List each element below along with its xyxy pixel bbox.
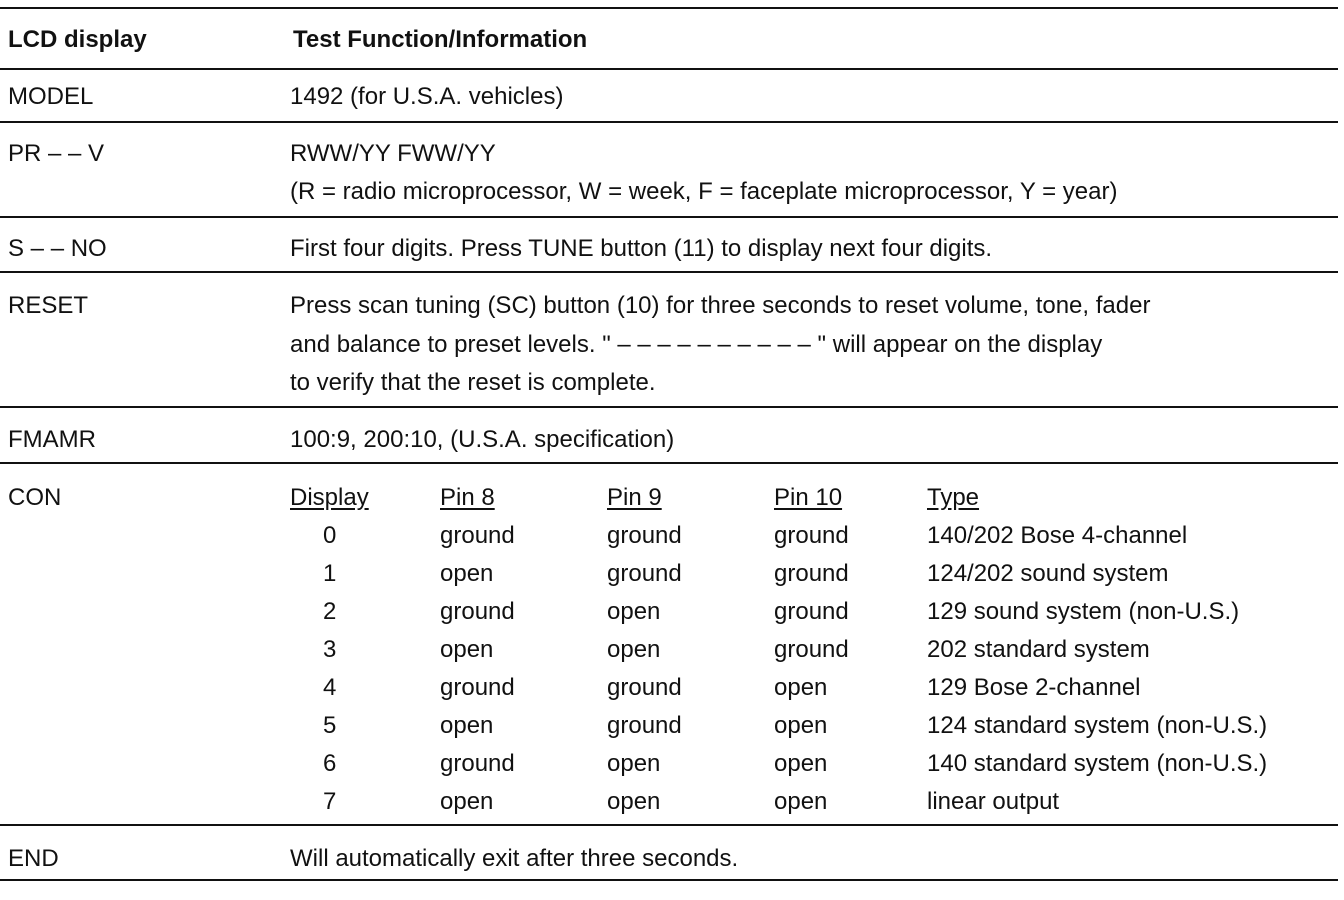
table-top-rule: [0, 7, 1338, 9]
con-display-value: 0: [323, 522, 337, 549]
con-header-pin-8: Pin 8: [440, 484, 495, 511]
con-type-value: 129 sound system (non-U.S.): [927, 598, 1240, 625]
header-lcd-display: LCD display: [8, 26, 147, 53]
con-pin-8-value: open: [440, 788, 494, 815]
reset-info-line-2: and balance to preset levels. " – – – – – – – – – – " will appear on the display: [290, 331, 1103, 358]
con-pin-8-value: ground: [440, 522, 515, 549]
con-display-value: 4: [323, 674, 337, 701]
row-divider: [0, 121, 1338, 123]
con-header-pin-9: Pin 9: [607, 484, 662, 511]
lcd-code-fmamr: FMAMR: [8, 426, 96, 453]
con-pin-8-value: open: [440, 712, 494, 739]
con-pin-8-value: ground: [440, 674, 515, 701]
model-info: 1492 (for U.S.A. vehicles): [290, 83, 564, 110]
lcd-code-end: END: [8, 845, 59, 872]
con-pin-9-value: open: [607, 598, 661, 625]
lcd-code-model: MODEL: [8, 83, 94, 110]
reset-info-line-1: Press scan tuning (SC) button (10) for three seconds to reset volume, tone, fader: [290, 292, 1151, 319]
con-header-display: Display: [290, 484, 369, 511]
row-divider: [0, 462, 1338, 464]
con-pin-8-value: open: [440, 560, 494, 587]
con-pin-10-value: open: [774, 788, 828, 815]
end-info: Will automatically exit after three seconds.: [290, 845, 739, 872]
lcd-code-con: CON: [8, 484, 62, 511]
con-pin-8-value: ground: [440, 598, 515, 625]
lcd-code-s-no: S – – NO: [8, 235, 107, 262]
lcd-code-pr-v: PR – – V: [8, 140, 105, 167]
con-pin-10-value: ground: [774, 598, 849, 625]
con-pin-10-value: open: [774, 712, 828, 739]
con-type-value: 140 standard system (non-U.S.): [927, 750, 1268, 777]
con-type-value: 124 standard system (non-U.S.): [927, 712, 1268, 739]
s-no-info: First four digits. Press TUNE button (11) to display next four digits.: [290, 235, 993, 262]
header-bottom-rule: [0, 68, 1338, 70]
con-pin-9-value: ground: [607, 712, 682, 739]
con-header-type: Type: [927, 484, 980, 511]
pr-v-info-line-2: (R = radio microprocessor, W = week, F = faceplate microprocessor, Y = year): [290, 178, 1118, 205]
con-pin-9-value: ground: [607, 674, 682, 701]
con-pin-9-value: ground: [607, 522, 682, 549]
con-type-value: 129 Bose 2-channel: [927, 674, 1141, 701]
header-test-function: Test Function/Information: [293, 26, 588, 53]
row-divider: [0, 271, 1338, 273]
con-pin-8-value: open: [440, 636, 494, 663]
con-pin-9-value: open: [607, 636, 661, 663]
con-display-value: 6: [323, 750, 337, 777]
row-divider: [0, 216, 1338, 218]
row-divider: [0, 406, 1338, 408]
con-pin-10-value: ground: [774, 636, 849, 663]
reset-info-line-3: to verify that the reset is complete.: [290, 369, 656, 396]
con-display-value: 7: [323, 788, 337, 815]
con-pin-9-value: open: [607, 788, 661, 815]
con-pin-10-value: open: [774, 750, 828, 777]
con-display-value: 1: [323, 560, 337, 587]
con-display-value: 3: [323, 636, 337, 663]
con-pin-9-value: ground: [607, 560, 682, 587]
con-type-value: 202 standard system: [927, 636, 1150, 663]
con-header-pin-10: Pin 10: [774, 484, 843, 511]
table-bottom-rule: [0, 879, 1338, 881]
con-type-value: 124/202 sound system: [927, 560, 1169, 587]
con-type-value: 140/202 Bose 4-channel: [927, 522, 1188, 549]
con-pin-10-value: ground: [774, 522, 849, 549]
lcd-code-reset: RESET: [8, 292, 89, 319]
con-display-value: 2: [323, 598, 337, 625]
pr-v-info-line-1: RWW/YY FWW/YY: [290, 140, 496, 167]
con-display-value: 5: [323, 712, 337, 739]
con-pin-10-value: ground: [774, 560, 849, 587]
fmamr-info: 100:9, 200:10, (U.S.A. specification): [290, 426, 675, 453]
con-pin-10-value: open: [774, 674, 828, 701]
con-pin-9-value: open: [607, 750, 661, 777]
con-pin-8-value: ground: [440, 750, 515, 777]
row-divider: [0, 824, 1338, 826]
con-type-value: linear output: [927, 788, 1060, 815]
